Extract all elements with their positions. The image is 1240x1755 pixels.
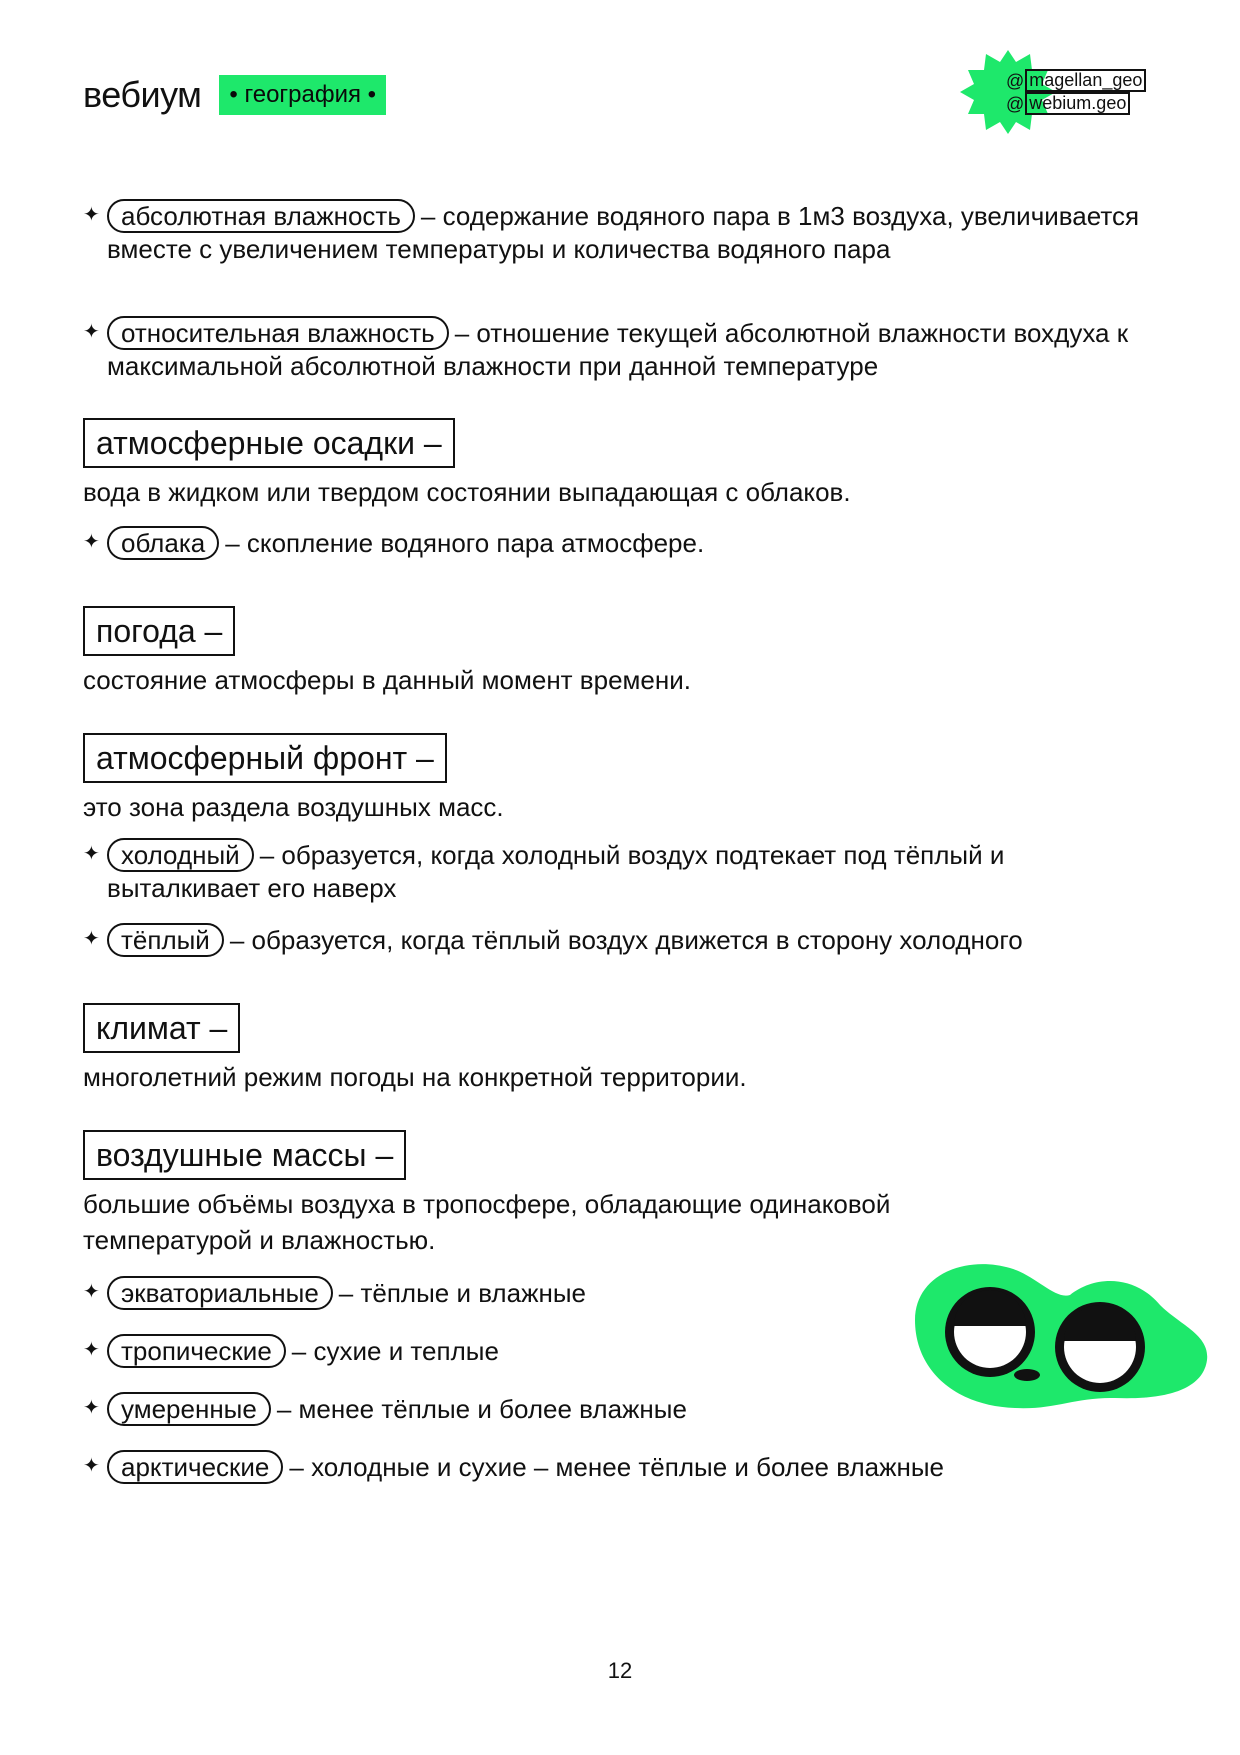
page-number: 12 <box>607 1658 633 1683</box>
definition-atmospheric-front: это зона раздела воздушных масс. <box>83 792 504 822</box>
bullet-clouds: ✦ облака – скопление водяного пара атмосфере. <box>83 528 705 558</box>
logo: вебиум <box>83 74 202 115</box>
star-bullet-icon: ✦ <box>83 321 100 343</box>
mascot-illustration <box>895 1250 1215 1425</box>
term-pill: умеренные <box>107 1392 271 1426</box>
subject-badge: • география • <box>219 75 386 115</box>
bullet-equatorial: ✦ экваториальные – тёплые и влажные <box>83 1278 586 1308</box>
star-bullet-icon: ✦ <box>83 1281 100 1303</box>
term-weather: погода – <box>83 606 235 656</box>
page-header <box>83 72 386 118</box>
star-bullet-icon: ✦ <box>83 1397 100 1419</box>
term-pill: холодный <box>107 838 254 872</box>
definition-climate: многолетний режим погоды на конкретной территории. <box>83 1062 747 1092</box>
handle-webium[interactable]: @ webium.geo <box>1006 92 1146 115</box>
term-pill: облака <box>107 526 219 560</box>
term-precipitation: атмосферные осадки – <box>83 418 455 468</box>
definition-precipitation: вода в жидком или твердом состоянии выпадающая с облаков. <box>83 477 851 507</box>
term-pill: экваториальные <box>107 1276 333 1310</box>
star-bullet-icon: ✦ <box>83 928 100 950</box>
handle-magellan[interactable]: @ magellan_geo <box>1006 69 1146 92</box>
term-air-masses: воздушные массы – <box>83 1130 406 1180</box>
star-bullet-icon: ✦ <box>83 1455 100 1477</box>
term-pill: тёплый <box>107 923 224 957</box>
star-bullet-icon: ✦ <box>83 204 100 226</box>
definition-air-masses: большие объёмы воздуха в тропосфере, обладающие одинаковой температурой и влажностью. <box>83 1189 891 1255</box>
bullet-tropical: ✦ тропические – сухие и теплые <box>83 1336 499 1366</box>
term-pill: тропические <box>107 1334 286 1368</box>
term-pill: относительная влажность <box>107 316 449 350</box>
star-bullet-icon: ✦ <box>83 843 100 865</box>
term-pill: абсолютная влажность <box>107 199 415 233</box>
bullet-warm-front: ✦ тёплый – образуется, когда тёплый воздух движется в сторону холодного <box>83 925 1023 955</box>
term-atmospheric-front: атмосферный фронт – <box>83 733 447 783</box>
bullet-relative-humidity: ✦ относительная влажность – отношение текущей абсолютной влажности вохдуха к максимальной абсолютной влажности при данной температуре <box>83 318 1129 381</box>
bullet-temperate: ✦ умеренные – менее тёплые и более влажные <box>83 1394 687 1424</box>
social-handles <box>958 42 1148 142</box>
bullet-absolute-humidity: ✦ абсолютная влажность – содержание водяного пара в 1м3 воздуха, увеличивается вместе с увеличением температуры и количества водяного пара <box>83 201 1140 264</box>
bullet-arctic: ✦ арктические – холодные и сухие – менее тёплые и более влажные <box>83 1452 944 1482</box>
bullet-cold-front: ✦ холодный – образуется, когда холодный воздух подтекает под тёплый и выталкивает его наверх <box>83 840 1005 903</box>
term-pill: арктические <box>107 1450 283 1484</box>
star-bullet-icon: ✦ <box>83 531 100 553</box>
star-bullet-icon: ✦ <box>83 1339 100 1361</box>
term-climate: климат – <box>83 1003 240 1053</box>
definition-weather: состояние атмосферы в данный момент времени. <box>83 665 691 695</box>
